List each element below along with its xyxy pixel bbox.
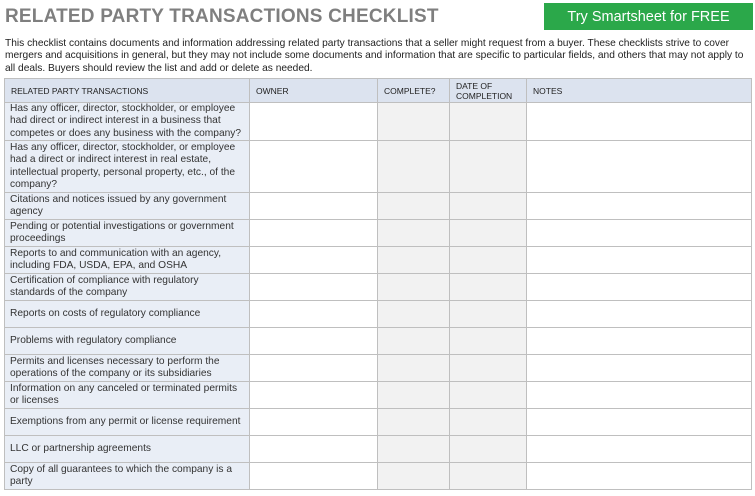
complete-cell[interactable] <box>378 103 450 141</box>
notes-cell[interactable] <box>527 141 752 193</box>
table-row <box>5 409 752 436</box>
table-row <box>5 220 752 247</box>
date-of-completion-cell[interactable] <box>450 220 527 247</box>
checklist-item-text: Has any officer, director, stockholder, or employee had a direct or indirect interest in real estate, intellectual property, personal property, etc., of the company? <box>5 141 250 193</box>
owner-cell[interactable] <box>250 355 378 382</box>
date-of-completion-cell[interactable] <box>450 328 527 355</box>
complete-cell[interactable] <box>378 409 450 436</box>
table-row <box>5 328 752 355</box>
owner-cell[interactable] <box>250 247 378 274</box>
owner-cell[interactable] <box>250 220 378 247</box>
checklist-item-text: Citations and notices issued by any government agency <box>5 193 250 220</box>
checklist-item-text: Certification of compliance with regulatory standards of the company <box>5 274 250 301</box>
checklist-item-text: Has any officer, director, stockholder, or employee had direct or indirect interest in a business that competes or does any business with the company? <box>5 103 250 141</box>
date-of-completion-cell[interactable] <box>450 301 527 328</box>
table-row <box>5 463 752 490</box>
complete-cell[interactable] <box>378 141 450 193</box>
checklist-item-text: Reports to and communication with an agency, including FDA, USDA, EPA, and OSHA <box>5 247 250 274</box>
page-title: RELATED PARTY TRANSACTIONS CHECKLIST <box>5 6 439 27</box>
complete-cell[interactable] <box>378 301 450 328</box>
intro-paragraph: This checklist contains documents and information addressing related party transactions that a seller might request from a buyer. These checklists strive to cover mergers and acquisitions in general, but they may not include some documents and information that are specific to particular fields, and others that may not apply to all deals. Buyers should review the list and add or delete as needed. <box>5 38 744 74</box>
date-of-completion-cell[interactable] <box>450 193 527 220</box>
owner-cell[interactable] <box>250 382 378 409</box>
notes-cell[interactable] <box>527 274 752 301</box>
column-header-related-party: RELATED PARTY TRANSACTIONS <box>5 79 250 103</box>
table-row <box>5 274 752 301</box>
complete-cell[interactable] <box>378 355 450 382</box>
owner-cell[interactable] <box>250 301 378 328</box>
checklist-item-text: Pending or potential investigations or government proceedings <box>5 220 250 247</box>
notes-cell[interactable] <box>527 355 752 382</box>
date-of-completion-cell[interactable] <box>450 274 527 301</box>
complete-cell[interactable] <box>378 436 450 463</box>
date-of-completion-cell[interactable] <box>450 463 527 490</box>
checklist-item-text: Permits and licenses necessary to perform the operations of the company or its subsidiaries <box>5 355 250 382</box>
notes-cell[interactable] <box>527 193 752 220</box>
column-header-notes: NOTES <box>527 79 752 103</box>
date-of-completion-cell[interactable] <box>450 355 527 382</box>
complete-cell[interactable] <box>378 193 450 220</box>
notes-cell[interactable] <box>527 301 752 328</box>
notes-cell[interactable] <box>527 103 752 141</box>
complete-cell[interactable] <box>378 274 450 301</box>
table-header-row <box>5 79 752 103</box>
owner-cell[interactable] <box>250 463 378 490</box>
owner-cell[interactable] <box>250 409 378 436</box>
table-row <box>5 247 752 274</box>
table-row <box>5 193 752 220</box>
checklist-item-text: Copy of all guarantees to which the company is a party <box>5 463 250 490</box>
date-of-completion-cell[interactable] <box>450 103 527 141</box>
table-row <box>5 436 752 463</box>
notes-cell[interactable] <box>527 409 752 436</box>
checklist-item-text: Exemptions from any permit or license requirement <box>5 409 250 436</box>
checklist-item-text: LLC or partnership agreements <box>5 436 250 463</box>
notes-cell[interactable] <box>527 463 752 490</box>
date-of-completion-cell[interactable] <box>450 247 527 274</box>
notes-cell[interactable] <box>527 436 752 463</box>
owner-cell[interactable] <box>250 103 378 141</box>
notes-cell[interactable] <box>527 220 752 247</box>
checklist-item-text: Reports on costs of regulatory compliance <box>5 301 250 328</box>
date-of-completion-cell[interactable] <box>450 141 527 193</box>
complete-cell[interactable] <box>378 382 450 409</box>
complete-cell[interactable] <box>378 328 450 355</box>
notes-cell[interactable] <box>527 328 752 355</box>
owner-cell[interactable] <box>250 141 378 193</box>
column-header-owner: OWNER <box>250 79 378 103</box>
table-row <box>5 103 752 141</box>
owner-cell[interactable] <box>250 328 378 355</box>
complete-cell[interactable] <box>378 463 450 490</box>
checklist-table <box>4 78 752 490</box>
owner-cell[interactable] <box>250 436 378 463</box>
checklist-item-text: Problems with regulatory compliance <box>5 328 250 355</box>
date-of-completion-cell[interactable] <box>450 436 527 463</box>
try-smartsheet-button[interactable]: Try Smartsheet for FREE <box>544 3 753 30</box>
column-header-date-of-completion: DATE OF COMPLETION <box>450 79 527 103</box>
date-of-completion-cell[interactable] <box>450 409 527 436</box>
notes-cell[interactable] <box>527 247 752 274</box>
checklist-item-text: Information on any canceled or terminated permits or licenses <box>5 382 250 409</box>
complete-cell[interactable] <box>378 220 450 247</box>
table-row <box>5 141 752 193</box>
notes-cell[interactable] <box>527 382 752 409</box>
owner-cell[interactable] <box>250 193 378 220</box>
date-of-completion-cell[interactable] <box>450 382 527 409</box>
owner-cell[interactable] <box>250 274 378 301</box>
column-header-complete: COMPLETE? <box>378 79 450 103</box>
table-row <box>5 301 752 328</box>
table-row <box>5 382 752 409</box>
complete-cell[interactable] <box>378 247 450 274</box>
table-row <box>5 355 752 382</box>
